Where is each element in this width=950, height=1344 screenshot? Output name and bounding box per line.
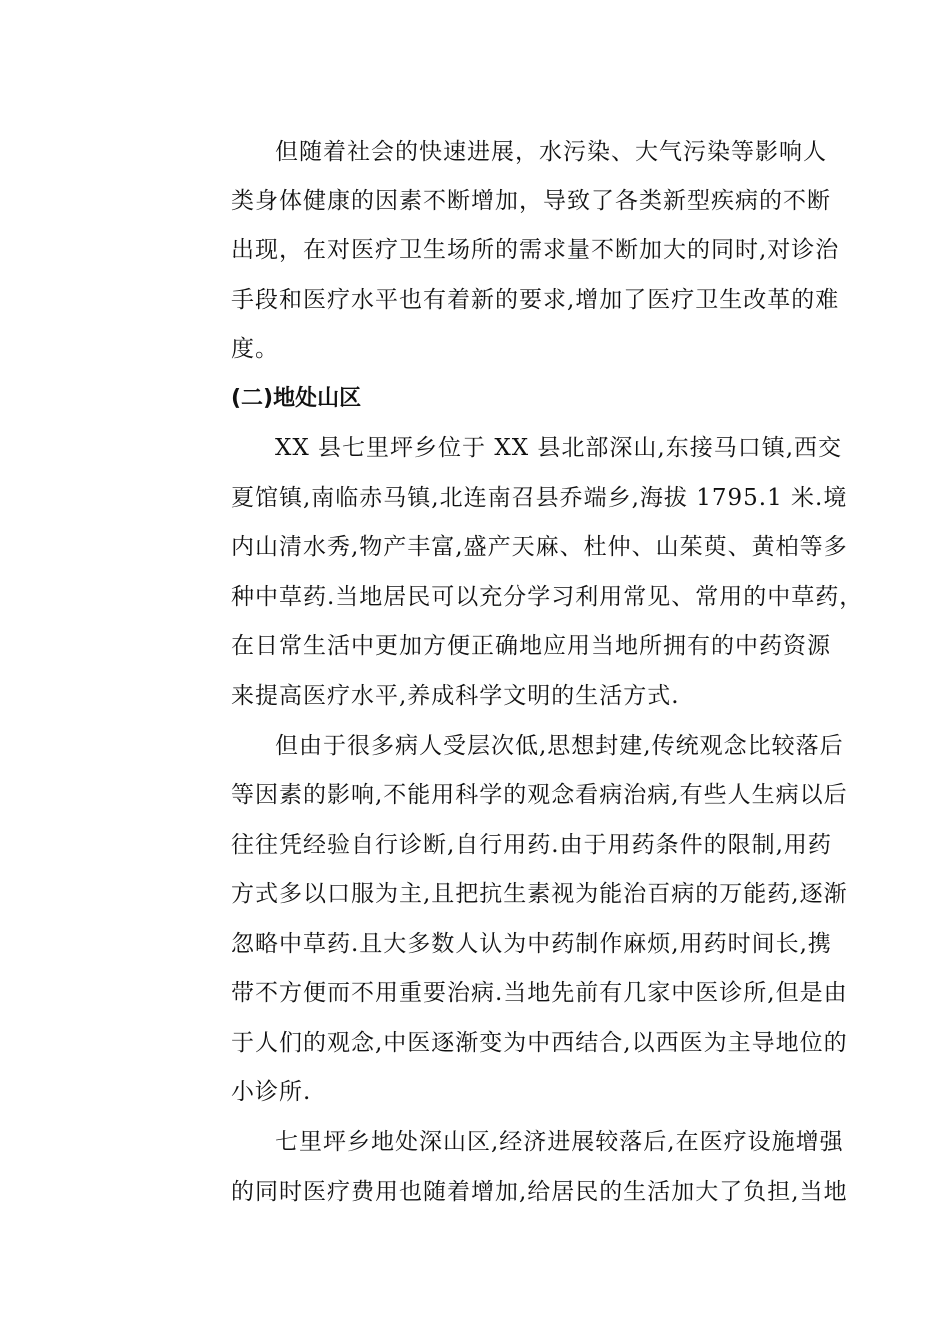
paragraph-1-line-4: 手段和医疗水平也有着新的要求,增加了医疗卫生改革的难: [231, 287, 840, 313]
paragraph-2-line-4: 种中草药.当地居民可以充分学习利用常见、常用的中草药，: [231, 584, 864, 610]
section-heading: (二)地处山区: [231, 386, 362, 411]
paragraph-3-line-6: 带不方便而不用重要治病.当地先前有几家中医诊所,但是由: [231, 980, 848, 1006]
paragraph-1-line-1: 但随着社会的快速进展，水污染、大气污染等影响人: [275, 139, 827, 165]
paragraph-3-line-7: 于人们的观念,中医逐渐变为中西结合,以西医为主导地位的: [231, 1030, 848, 1056]
paragraph-3-line-1: 但由于很多病人受层次低,思想封建,传统观念比较落后: [275, 733, 844, 759]
paragraph-3-line-3: 往往凭经验自行诊断,自行用药.由于用药条件的限制,用药: [231, 832, 832, 858]
paragraph-4-line-2: 的同时医疗费用也随着增加,给居民的生活加大了负担,当地: [231, 1179, 848, 1205]
paragraph-3-line-4: 方式多以口服为主,且把抗生素视为能治百病的万能药,逐渐: [231, 881, 848, 907]
paragraph-1-line-3: 出现，在对医疗卫生场所的需求量不断加大的同时,对诊治: [231, 237, 840, 263]
paragraph-2-line-3: 内山清水秀,物产丰富,盛产天麻、杜仲、山茱萸、黄柏等多: [231, 534, 848, 560]
paragraph-4-line-1: 七里坪乡地处深山区,经济进展较落后,在医疗设施增强: [275, 1129, 844, 1155]
paragraph-3-line-5: 忽略中草药.且大多数人认为中药制作麻烦,用药时间长,携: [231, 931, 832, 957]
paragraph-2-line-5: 在日常生活中更加方便正确地应用当地所拥有的中药资源: [231, 633, 831, 659]
paragraph-3-line-2: 等因素的影响,不能用科学的观念看病治病,有些人生病以后: [231, 782, 848, 808]
paragraph-2-line-1: XX 县七里坪乡位于 XX 县北部深山,东接马口镇,西交: [275, 435, 843, 461]
paragraph-3-line-8: 小诊所.: [231, 1079, 312, 1105]
paragraph-2-line-6: 来提高医疗水平,养成科学文明的生活方式.: [231, 683, 680, 709]
paragraph-1-line-2: 类身体健康的因素不断增加，导致了各类新型疾病的不断: [231, 188, 831, 214]
paragraph-1-line-5: 度。: [231, 336, 279, 362]
paragraph-2-line-2: 夏馆镇,南临赤马镇,北连南召县乔端乡,海拔 1795.1 米.境: [231, 485, 848, 511]
